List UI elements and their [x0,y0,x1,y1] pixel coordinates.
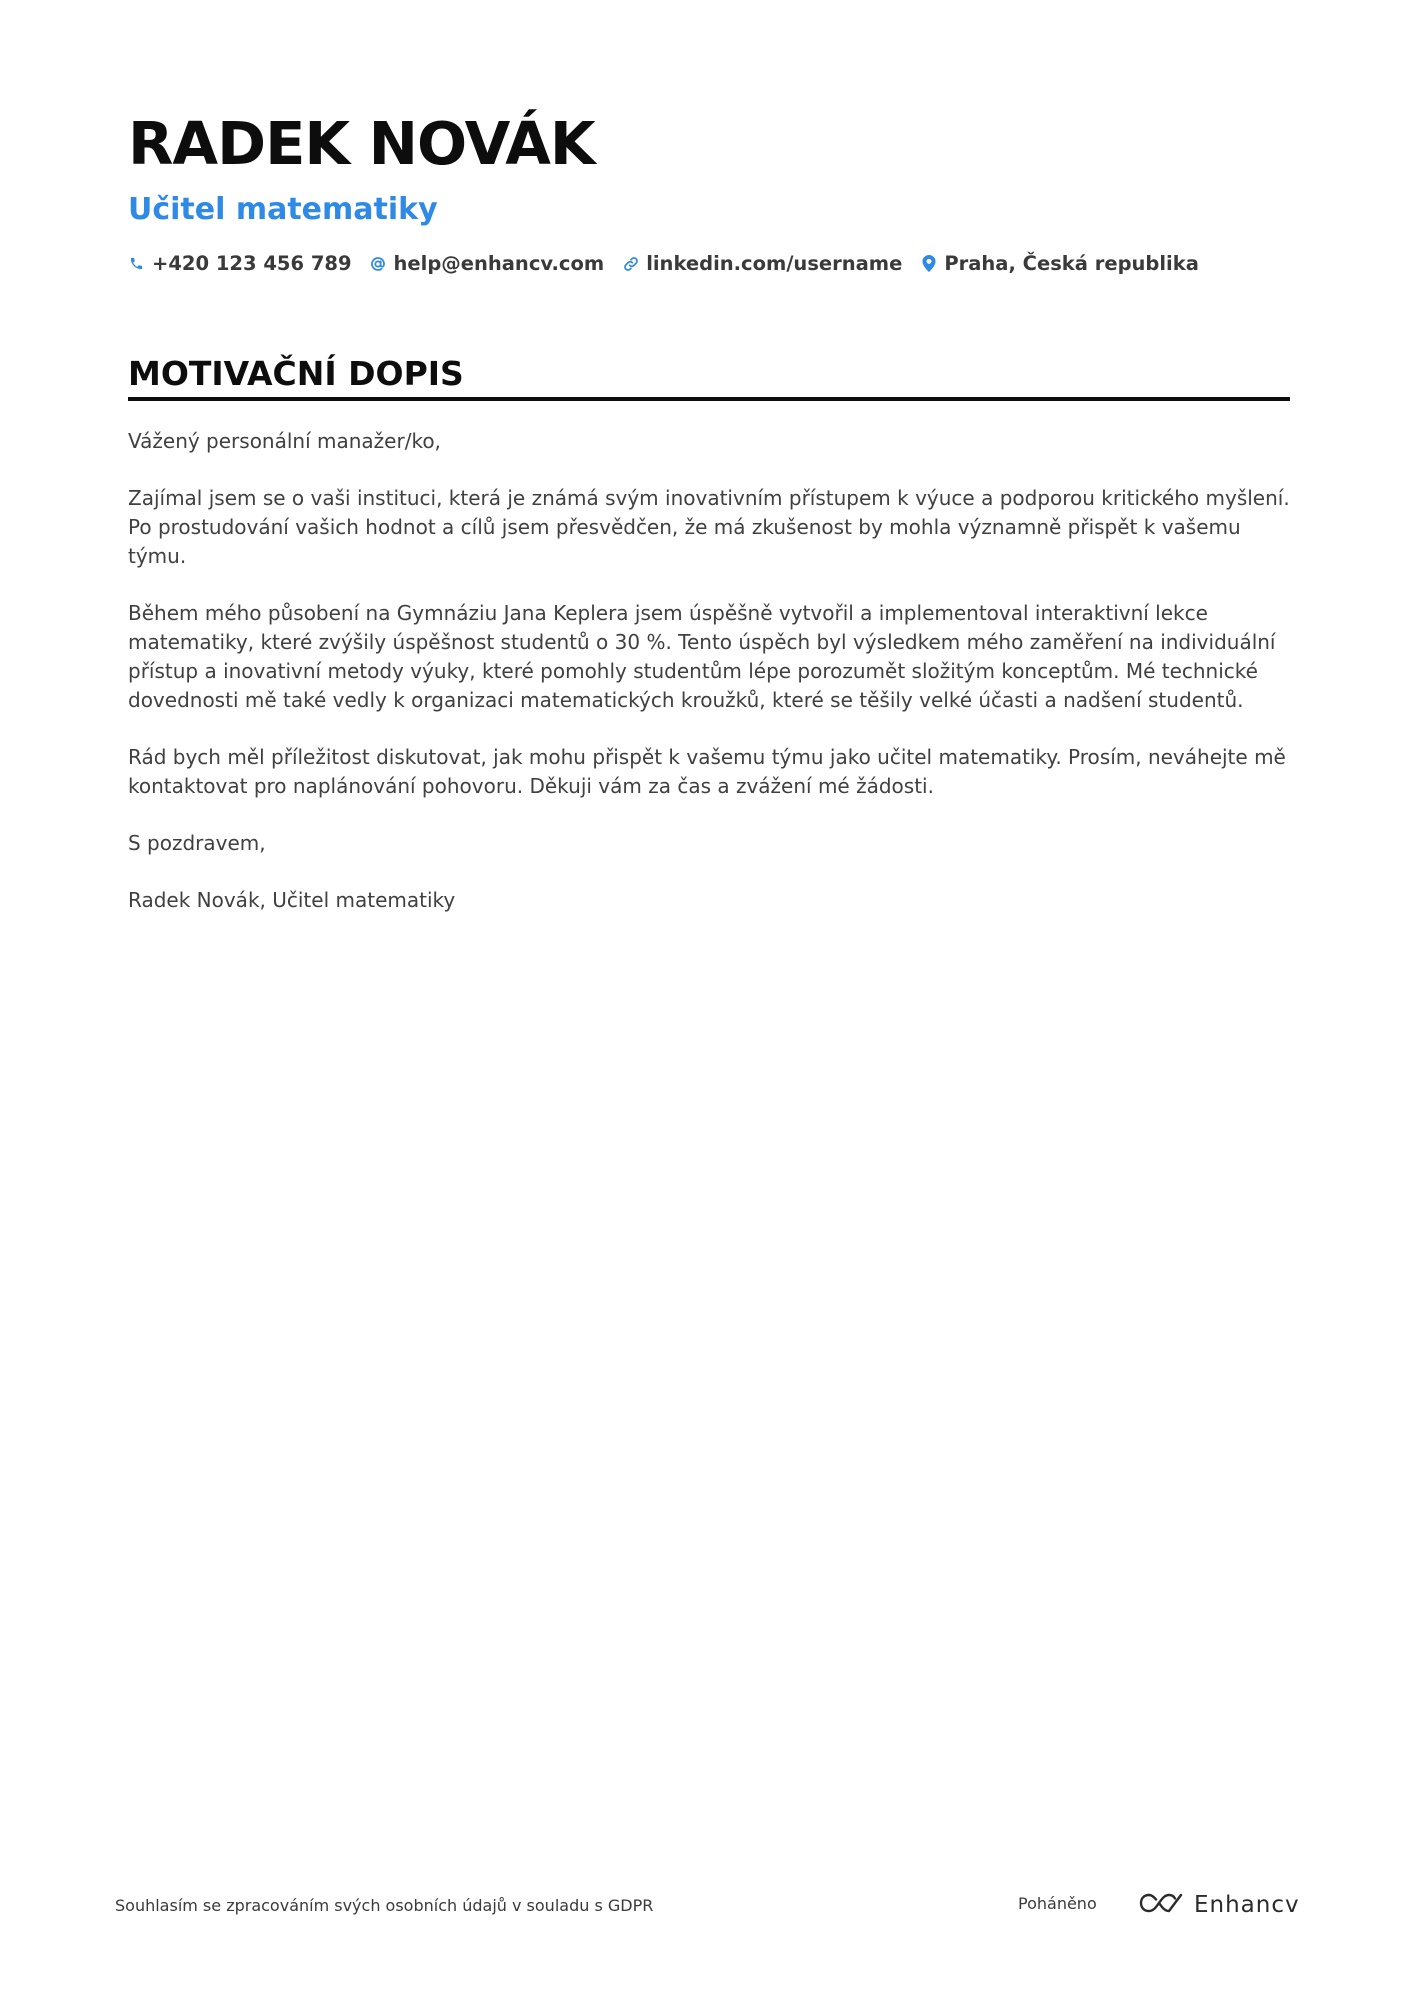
contact-email[interactable] [370,252,605,275]
contact-email-text: help@enhancv.com [393,252,605,275]
powered-by-label: Poháněno [1018,1894,1097,1913]
applicant-name: RADEK NOVÁK [128,109,595,178]
enhancv-logo-icon [1138,1890,1184,1920]
letter-greeting: Vážený personální manažer/ko, [128,429,441,453]
enhancv-brand-name: Enhancv [1194,1892,1300,1918]
letter-paragraph: Zajímal jsem se o vaši instituci, která je známá svým inovativním přístupem k výuce a podporou kritického myšlení. Po prostudování vašich hodnot a cílů jsem přesvědčen, že má zkušenost by mohla významně přispět k vašemu týmu. [128,486,1290,568]
letter-closing: S pozdravem, [128,831,266,855]
link-icon [622,255,639,272]
page-footer [0,1890,1410,1930]
contact-bar [128,252,1290,275]
section-title: MOTIVAČNÍ DOPIS [128,353,1290,401]
letter-body [128,427,1290,915]
applicant-role: Učitel matematiky [128,192,438,227]
contact-phone[interactable] [128,252,352,275]
gdpr-consent: Souhlasím se zpracováním svých osobních údajů v souladu s GDPR [115,1896,654,1915]
phone-icon [128,255,145,272]
contact-location-text: Praha, Česká republika [944,252,1199,275]
location-pin-icon [920,255,937,272]
letter-paragraph: Během mého působení na Gymnáziu Jana Keplera jsem úspěšně vytvořil a implementoval interaktivní lekce matematiky, které zvýšily úspěšnost studentů o 30 %. Tento úspěch byl výsledkem mého zaměření na individuální přístup a inovativní metody výuky, které pomohly studentům lépe porozumět složitým konceptům. Mé technické dovednosti mě také vedly k organizaci matematických kroužků, které se těšily velké účasti a nadšení studentů. [128,601,1276,712]
cover-letter-page [128,108,1290,943]
contact-phone-text: +420 123 456 789 [152,252,352,275]
letter-paragraph: Rád bych měl příležitost diskutovat, jak mohu přispět k vašemu týmu jako učitel matematiky. Prosím, neváhejte mě kontaktovat pro naplánování pohovoru. Děkuji vám za čas a zvážení mé žádosti. [128,745,1286,798]
contact-linkedin[interactable] [622,252,902,275]
enhancv-logo[interactable] [1138,1890,1300,1920]
contact-linkedin-text: linkedin.com/username [646,252,903,275]
at-icon [370,255,387,272]
letter-signature: Radek Novák, Učitel matematiky [128,888,456,912]
contact-location [920,252,1199,275]
